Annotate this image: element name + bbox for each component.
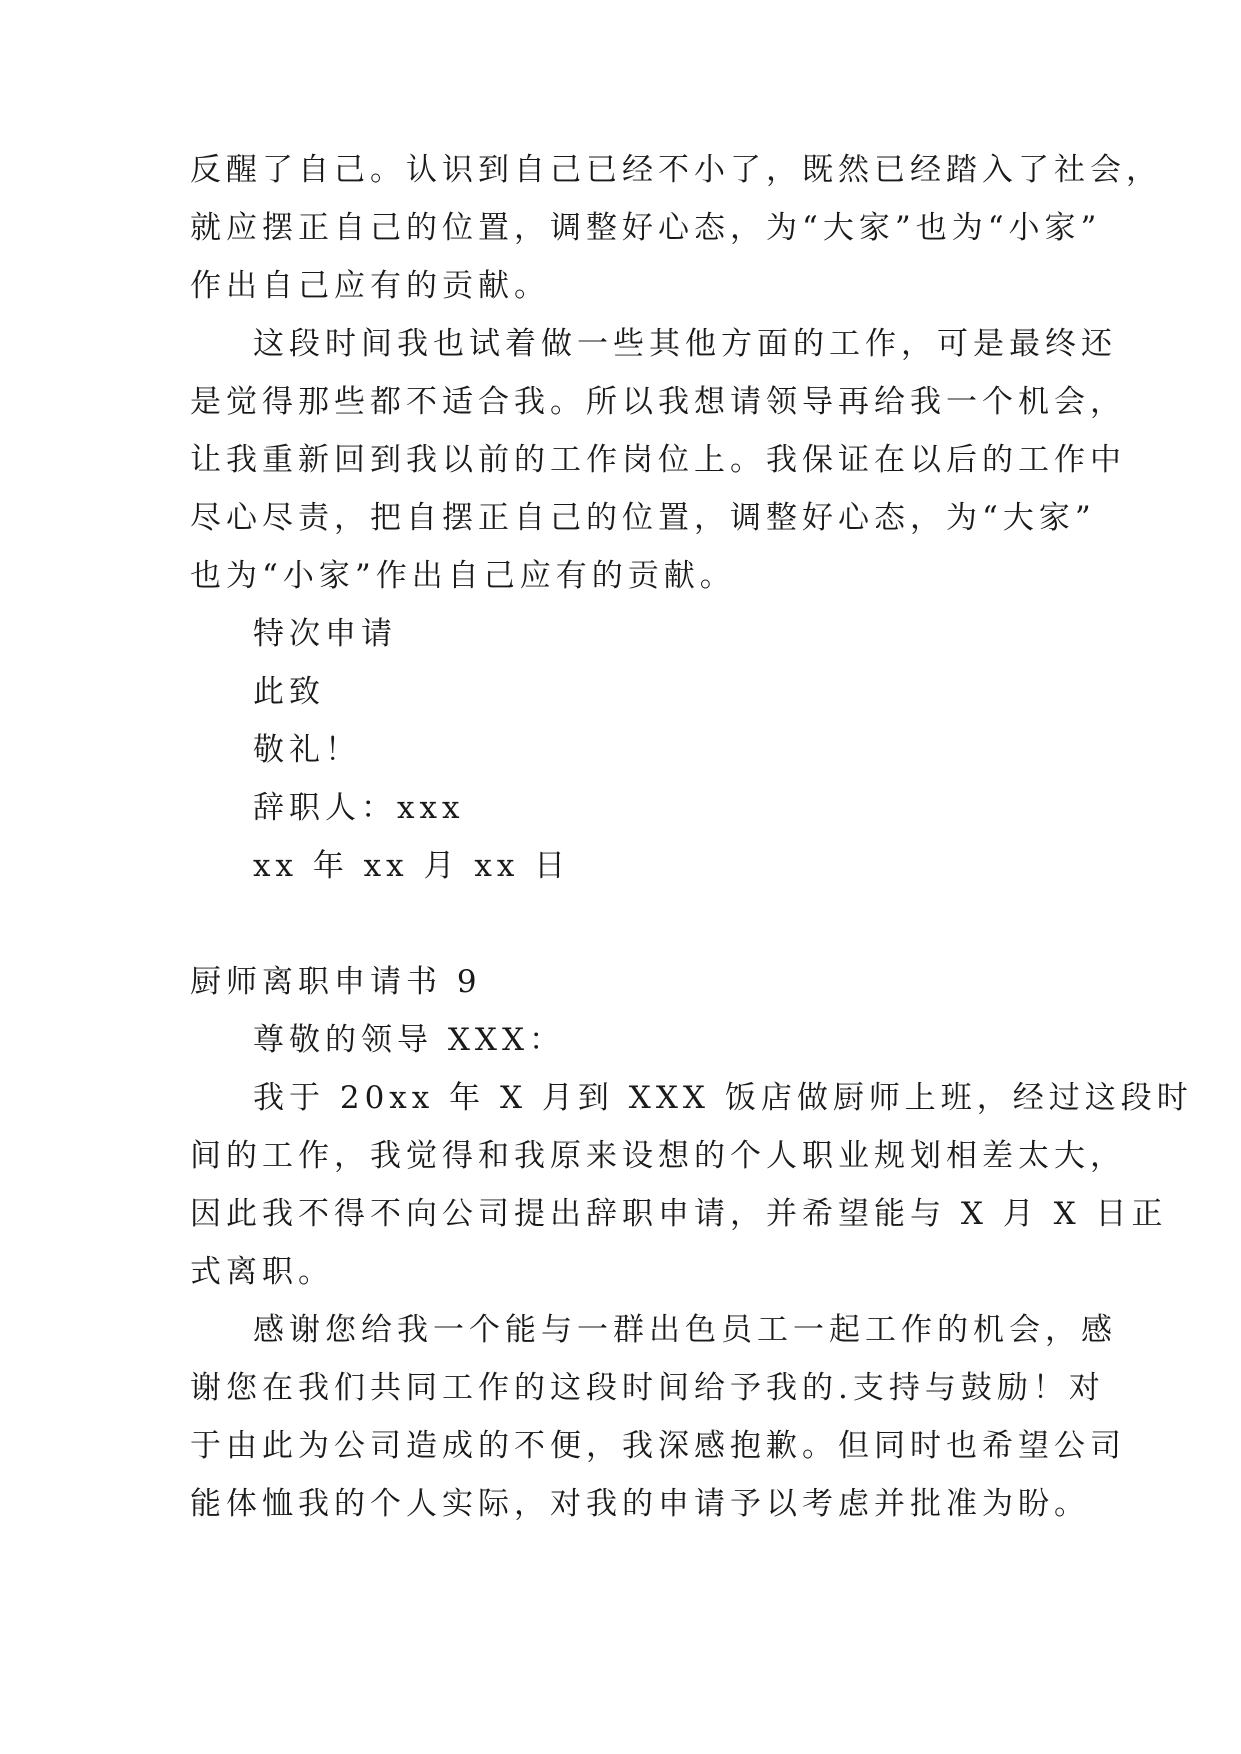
paragraph-line: 就应摆正自己的位置，调整好心态，为“大家”也为“小家” (190, 210, 1102, 246)
paragraph-line: 尽心尽责，把自摆正自己的位置，调整好心态，为“大家” (190, 500, 1096, 536)
closing-line: 此致 (253, 674, 325, 710)
paragraph-line: 能体恤我的个人实际，对我的申请予以考虑并批准为盼。 (190, 1486, 1090, 1522)
date-line: xx 年 xx 月 xx 日 (253, 848, 571, 884)
paragraph-line: 也为“小家”作出自己应有的贡献。 (190, 558, 736, 594)
signature-line: 辞职人：xxx (253, 790, 465, 826)
paragraph-line: 作出自己应有的贡献。 (190, 268, 550, 304)
paragraph-line: 谢您在我们共同工作的这段时间给予我的.支持与鼓励！对 (190, 1370, 1105, 1406)
paragraph-line: 感谢您给我一个能与一群出色员工一起工作的机会，感 (253, 1312, 1117, 1348)
paragraph-line: 我于 20xx 年 X 月到 XXX 饭店做厨师上班，经过这段时 (253, 1080, 1193, 1116)
closing-line: 特次申请 (253, 616, 397, 652)
paragraph-line: 因此我不得不向公司提出辞职申请，并希望能与 X 月 X 日正 (190, 1196, 1168, 1232)
paragraph-line: 式离职。 (190, 1254, 334, 1290)
paragraph-line: 让我重新回到我以前的工作岗位上。我保证在以后的工作中 (190, 442, 1126, 478)
salutation: 尊敬的领导 XXX： (253, 1022, 566, 1058)
paragraph-line: 是觉得那些都不适合我。所以我想请领导再给我一个机会， (190, 384, 1126, 420)
paragraph-line: 间的工作，我觉得和我原来设想的个人职业规划相差太大， (190, 1138, 1126, 1174)
paragraph-line: 反醒了自己。认识到自己已经不小了，既然已经踏入了社会， (190, 152, 1162, 188)
section-title: 厨师离职申请书 9 (190, 964, 482, 1000)
paragraph-line: 这段时间我也试着做一些其他方面的工作，可是最终还 (253, 326, 1117, 362)
closing-line: 敬礼！ (253, 732, 361, 768)
paragraph-line: 于由此为公司造成的不便，我深感抱歉。但同时也希望公司 (190, 1428, 1126, 1464)
